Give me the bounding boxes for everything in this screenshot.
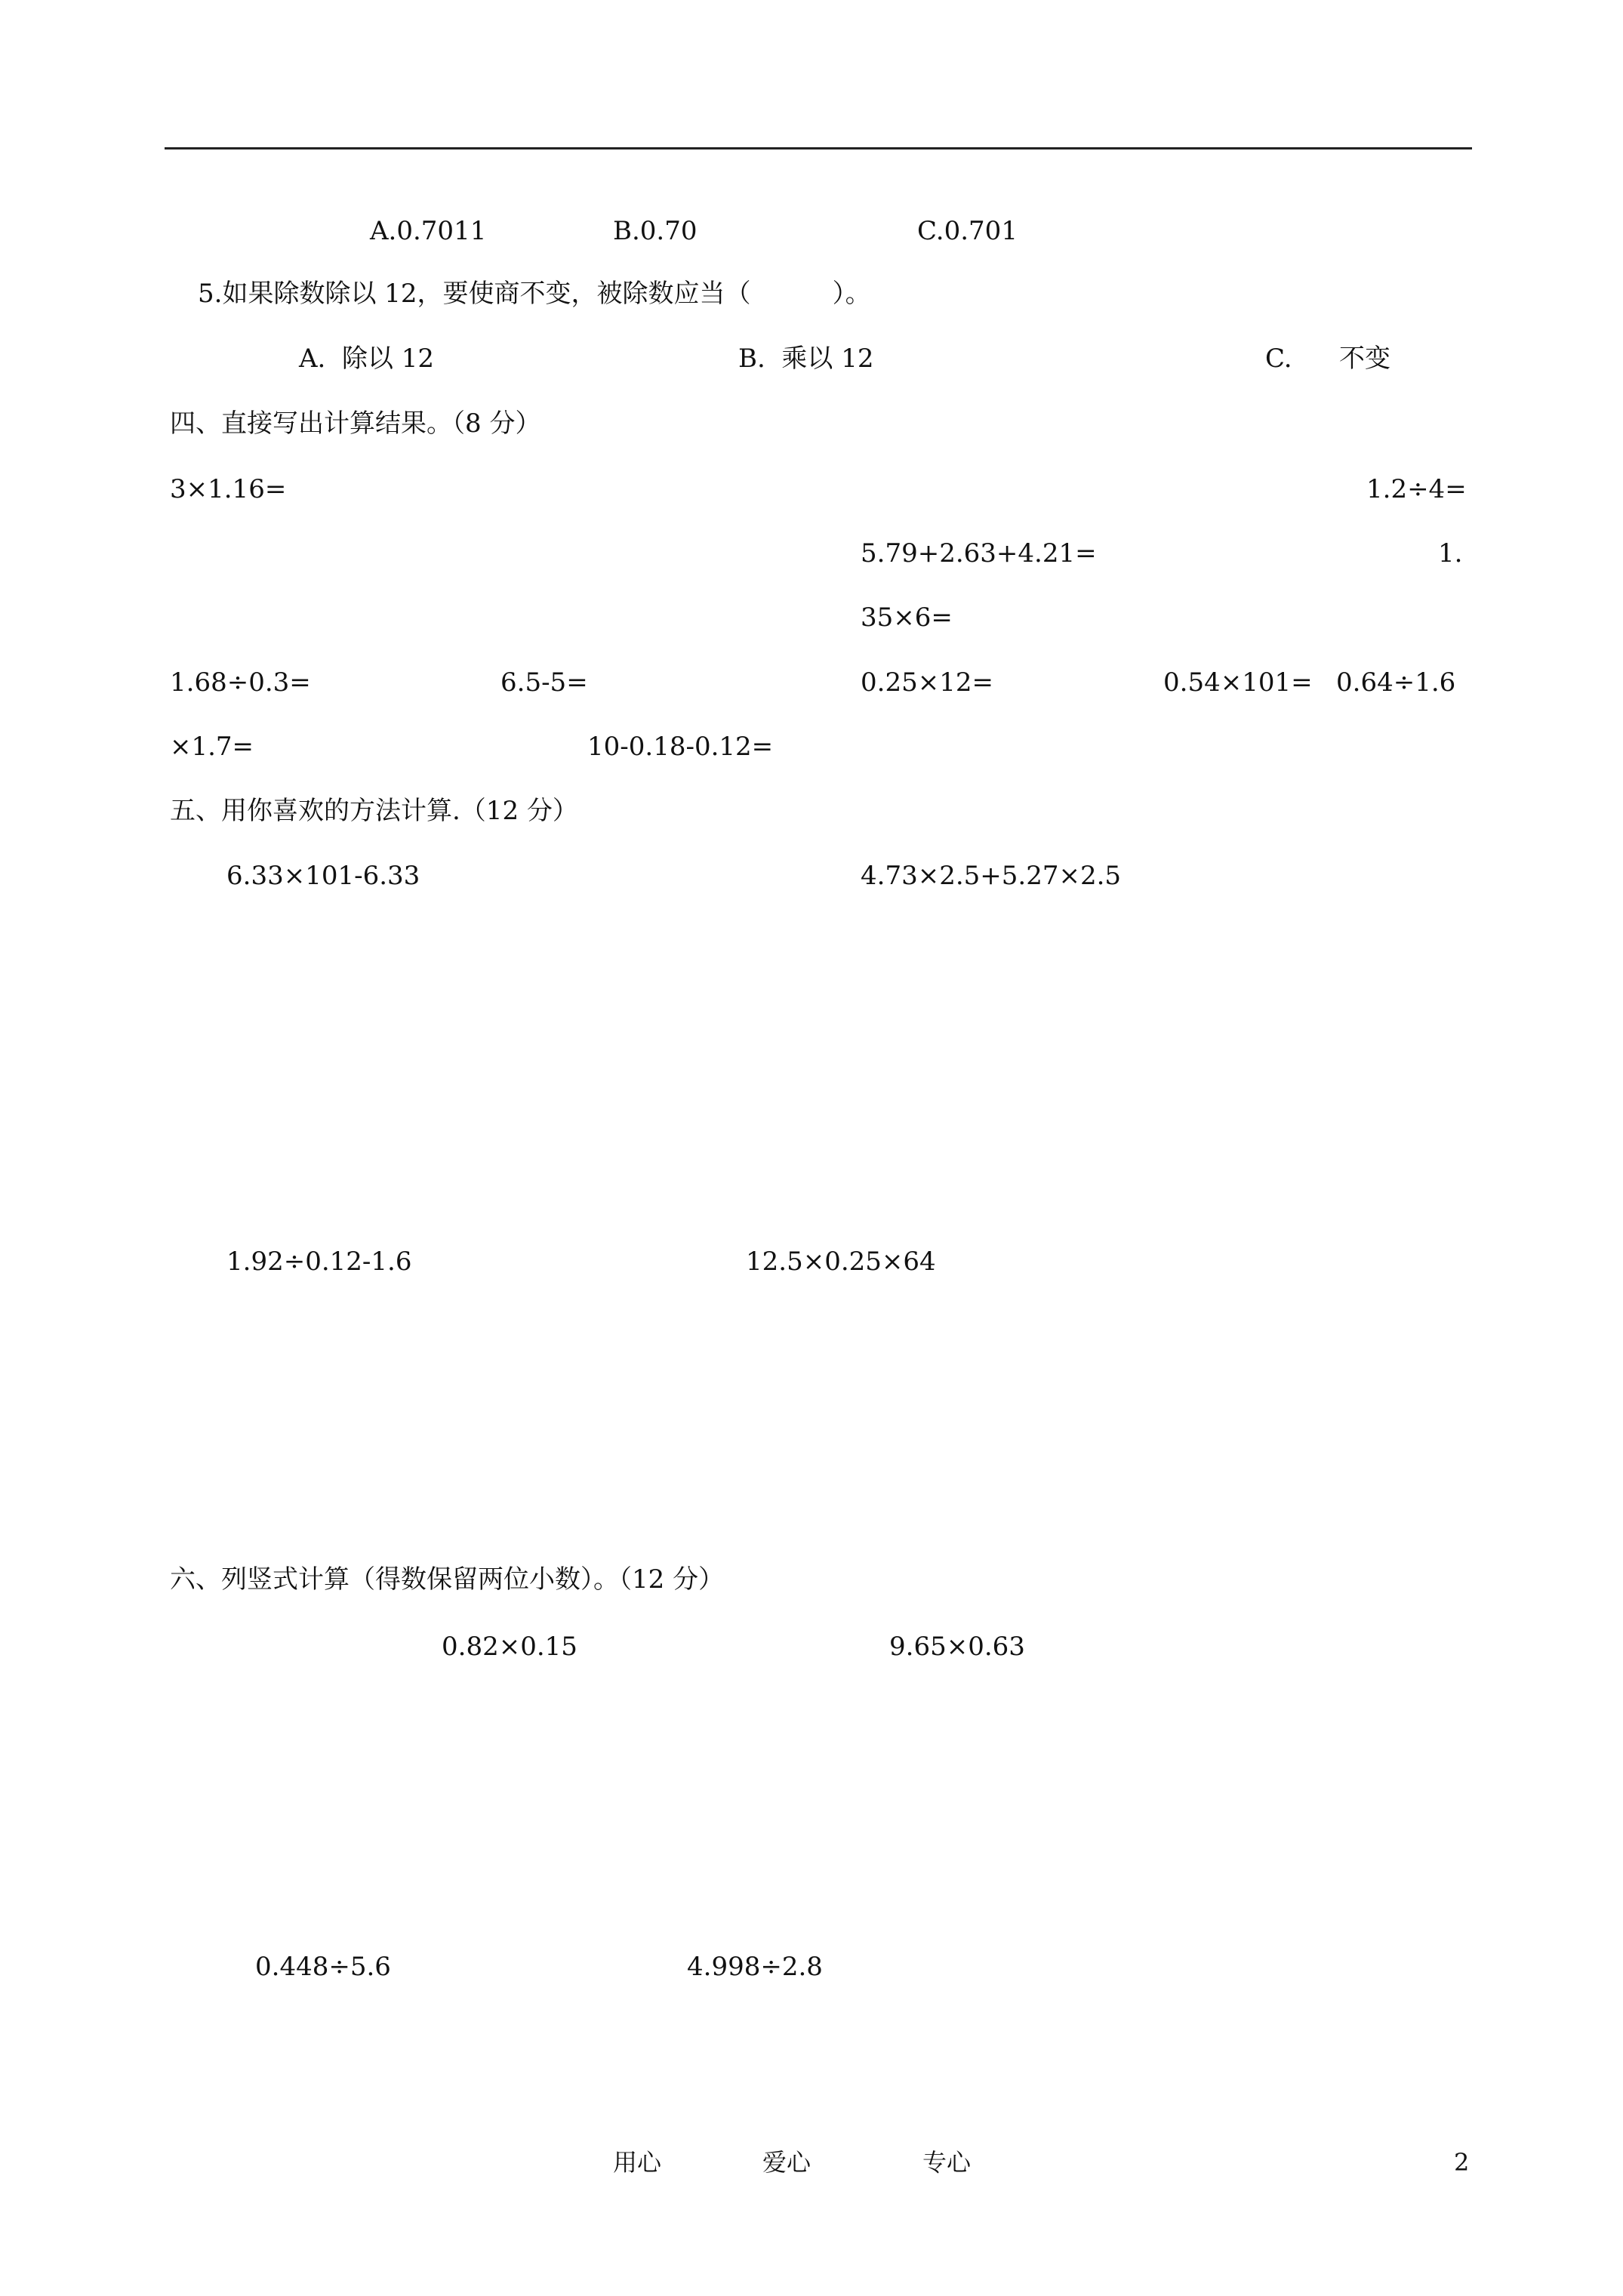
section6-item: 4.998÷2.8 [687, 1952, 823, 1982]
q5-option-c-letter: C. [1265, 344, 1292, 374]
section4-item: 0.25×12= [861, 667, 993, 698]
section5-item: 1.92÷0.12-1.6 [226, 1247, 412, 1277]
section4-item: 1.68÷0.3= [170, 667, 311, 698]
section4-heading: 四、直接写出计算结果。（8 分） [170, 408, 541, 439]
section6-item: 0.82×0.15 [442, 1632, 577, 1662]
section4-item: 5.79+2.63+4.21= [861, 538, 1097, 569]
section5-item: 4.73×2.5+5.27×2.5 [861, 861, 1122, 891]
section5-item: 12.5×0.25×64 [746, 1247, 936, 1277]
q5-option-b: B. 乘以 12 [738, 344, 874, 374]
section6-heading: 六、列竖式计算（得数保留两位小数）。（12 分） [170, 1564, 725, 1595]
q4-option-a: A.0.7011 [370, 216, 487, 246]
section4-item: 1.2÷4= [1366, 474, 1467, 504]
section4-item: 35×6= [861, 603, 953, 633]
q4-option-c: C.0.701 [917, 216, 1018, 246]
footer-motto-item: 爱心 [762, 2148, 812, 2177]
section4-item: 0.54×101= [1163, 667, 1313, 698]
header-rule [165, 147, 1472, 149]
section4-item: ×1.7= [170, 732, 254, 762]
q5-stem: 5.如果除数除以 12，要使商不变，被除数应当（ ）。 [198, 279, 871, 309]
q5-option-c-text: 不变 [1339, 344, 1390, 374]
q5-option-a: A. 除以 12 [299, 344, 435, 374]
page-number: 2 [1454, 2148, 1470, 2177]
section5-heading: 五、用你喜欢的方法计算.（12 分） [170, 796, 578, 826]
section6-item: 9.65×0.63 [889, 1632, 1025, 1662]
footer-motto-item: 专心 [922, 2148, 972, 2177]
section4-item: 0.64÷1.6 [1336, 667, 1456, 698]
section5-item: 6.33×101-6.33 [226, 861, 420, 891]
section4-item: 10-0.18-0.12= [587, 732, 774, 762]
section6-item: 0.448÷5.6 [255, 1952, 391, 1982]
section4-item: 6.5-5= [500, 667, 588, 698]
section4-item: 3×1.16= [170, 474, 287, 504]
section4-item: 1. [1438, 538, 1463, 569]
q4-option-b: B.0.70 [613, 216, 698, 246]
footer-motto-item: 用心 [613, 2148, 662, 2177]
